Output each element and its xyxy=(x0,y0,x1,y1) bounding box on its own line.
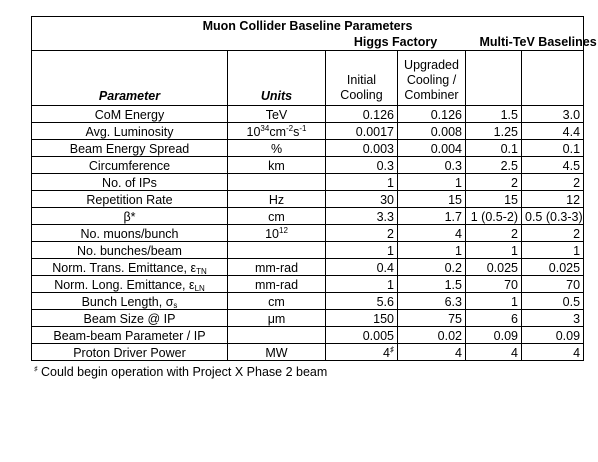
unit-label: μm xyxy=(267,311,286,326)
value-cell xyxy=(398,140,466,157)
parameter-cell xyxy=(32,123,228,140)
value-cell xyxy=(326,140,398,157)
value-cell xyxy=(398,208,466,225)
unit-label: mm-rad xyxy=(254,277,299,292)
value-cell xyxy=(466,174,522,191)
value-cell xyxy=(398,344,466,361)
group-multi-tev: Multi-TeV Baselines xyxy=(466,34,584,51)
header-units: Units xyxy=(228,51,326,106)
value-cell xyxy=(466,344,522,361)
value-text: 0.5 (0.3-3) xyxy=(525,209,583,224)
value-text: 2 xyxy=(511,226,518,241)
unit-cell xyxy=(228,140,326,157)
parameter-label: CoM Energy xyxy=(94,107,165,122)
parameter-subscript: s xyxy=(173,300,178,310)
value-text: 4 xyxy=(455,226,462,241)
value-cell xyxy=(398,293,466,310)
parameters-table xyxy=(31,16,597,361)
value-cell xyxy=(522,327,584,344)
value-cell xyxy=(522,276,584,293)
parameter-cell xyxy=(32,327,228,344)
parameter-label: β* xyxy=(123,209,136,224)
value-cell xyxy=(398,157,466,174)
value-text: 0.3 xyxy=(376,158,394,173)
unit-cell xyxy=(228,174,326,191)
parameter-label: Norm. Long. Emittance, ε xyxy=(54,277,195,292)
value-cell xyxy=(326,191,398,208)
parameter-subscript: LN xyxy=(194,283,205,293)
value-cell xyxy=(522,174,584,191)
unit-cell xyxy=(228,106,326,123)
parameter-cell xyxy=(32,208,228,225)
value-cell xyxy=(522,191,584,208)
parameter-label: Repetition Rate xyxy=(86,192,173,207)
group-higgs-factory: Higgs Factory xyxy=(353,35,438,50)
value-cell xyxy=(466,123,522,140)
value-text: 0.008 xyxy=(430,124,462,139)
unit-cell xyxy=(228,344,326,361)
unit-label: mm-rad xyxy=(254,260,299,275)
value-text: 70 xyxy=(504,277,518,292)
header-blank-2 xyxy=(522,51,584,106)
value-text: 0.003 xyxy=(362,141,394,156)
value-cell xyxy=(326,106,398,123)
footnote-marker: ♯ xyxy=(390,344,394,354)
unit-label: cm xyxy=(268,294,285,309)
unit-label: Hz xyxy=(268,192,285,207)
value-cell xyxy=(522,259,584,276)
value-cell xyxy=(326,259,398,276)
unit-exponent: -2 xyxy=(285,123,294,133)
value-text: 70 xyxy=(566,277,581,292)
value-text: 1 (0.5-2) xyxy=(470,209,518,224)
value-cell xyxy=(466,259,522,276)
table-row xyxy=(32,140,584,157)
value-cell xyxy=(398,174,466,191)
value-text: 6.3 xyxy=(444,294,462,309)
value-cell xyxy=(466,157,522,174)
value-text: 0.3 xyxy=(444,158,462,173)
value-cell xyxy=(466,327,522,344)
parameter-cell xyxy=(32,344,228,361)
value-text: 30 xyxy=(380,192,394,207)
parameter-label: Bunch Length, σ xyxy=(81,294,174,309)
value-text: 3 xyxy=(573,311,581,326)
unit-label: cm xyxy=(268,209,285,224)
parameter-label: Avg. Luminosity xyxy=(85,124,174,139)
value-text: 4 xyxy=(573,345,581,360)
value-cell xyxy=(326,293,398,310)
value-text: 4 xyxy=(511,345,518,360)
table-row xyxy=(32,208,584,225)
value-text: 0.025 xyxy=(548,260,581,275)
value-text: 0.1 xyxy=(500,141,518,156)
parameter-label: Beam-beam Parameter / IP xyxy=(53,328,206,343)
value-text: 5.6 xyxy=(376,294,394,309)
value-text: 0.004 xyxy=(430,141,462,156)
unit-cell xyxy=(228,157,326,174)
value-text: 0.1 xyxy=(562,141,581,156)
table-row xyxy=(32,106,584,123)
value-cell xyxy=(522,310,584,327)
value-cell xyxy=(466,276,522,293)
parameter-cell xyxy=(32,140,228,157)
value-text: 0.4 xyxy=(376,260,394,275)
value-text: 6 xyxy=(511,311,518,326)
value-text: 2 xyxy=(573,226,581,241)
value-cell xyxy=(466,293,522,310)
value-cell xyxy=(398,327,466,344)
value-text: 0.025 xyxy=(486,260,518,275)
value-text: 15 xyxy=(504,192,518,207)
value-text: 0.005 xyxy=(362,328,394,343)
table-row xyxy=(32,174,584,191)
unit-exponent: -1 xyxy=(299,123,307,133)
value-text: 1 xyxy=(387,175,394,190)
unit-label: % xyxy=(270,141,283,156)
parameter-label: No. muons/bunch xyxy=(80,226,179,241)
value-cell xyxy=(466,106,522,123)
header-initial-cooling: Initial Cooling xyxy=(326,51,398,106)
value-text: 3.0 xyxy=(562,107,581,122)
value-cell xyxy=(326,225,398,242)
value-cell xyxy=(326,157,398,174)
value-text: 15 xyxy=(448,192,462,207)
value-text: 1.5 xyxy=(444,277,462,292)
parameter-label: No. bunches/beam xyxy=(77,243,182,258)
table-row xyxy=(32,344,584,361)
value-cell xyxy=(326,344,398,361)
parameter-label: Beam Energy Spread xyxy=(69,141,190,156)
unit-exponent: 34 xyxy=(260,123,270,133)
parameter-cell xyxy=(32,157,228,174)
value-text: 0.2 xyxy=(444,260,462,275)
value-cell xyxy=(522,293,584,310)
parameter-label: Beam Size @ IP xyxy=(83,311,176,326)
footnote-text: Could begin operation with Project X Phase 2 beam xyxy=(40,365,328,379)
header-upgraded-cooling: Upgraded Cooling / Combiner xyxy=(398,51,466,106)
unit-cell xyxy=(228,208,326,225)
value-cell xyxy=(326,276,398,293)
parameter-cell xyxy=(32,293,228,310)
value-cell xyxy=(326,327,398,344)
value-cell xyxy=(326,123,398,140)
value-text: 0.02 xyxy=(437,328,462,343)
value-cell xyxy=(326,242,398,259)
value-cell xyxy=(466,140,522,157)
value-text: 1 xyxy=(387,243,394,258)
table-row xyxy=(32,123,584,140)
value-text: 0.09 xyxy=(493,328,518,343)
footnote-mark: ♯ xyxy=(34,366,38,373)
unit-base: 10 xyxy=(246,124,261,139)
value-text: 1 xyxy=(573,243,581,258)
value-text: 0.5 xyxy=(562,294,581,309)
value-cell xyxy=(466,225,522,242)
value-cell xyxy=(522,140,584,157)
value-text: 4 xyxy=(455,345,462,360)
value-cell xyxy=(466,191,522,208)
unit-cell xyxy=(228,327,326,344)
value-cell xyxy=(466,242,522,259)
unit-cell xyxy=(228,276,326,293)
unit-label: TeV xyxy=(265,107,288,122)
parameter-cell xyxy=(32,310,228,327)
parameter-label: Norm. Trans. Emittance, ε xyxy=(52,260,197,275)
table-row xyxy=(32,225,584,242)
parameter-subscript: TN xyxy=(196,266,207,276)
value-text: 2 xyxy=(511,175,518,190)
value-cell xyxy=(466,208,522,225)
value-cell xyxy=(522,123,584,140)
value-cell xyxy=(398,225,466,242)
unit-cell xyxy=(228,191,326,208)
value-cell xyxy=(522,106,584,123)
value-text: 4.4 xyxy=(562,124,581,139)
table-row xyxy=(32,310,584,327)
parameter-label: No. of IPs xyxy=(102,175,157,190)
table-row xyxy=(32,276,584,293)
table-row xyxy=(32,191,584,208)
value-cell xyxy=(326,208,398,225)
value-text: 1 xyxy=(455,243,462,258)
value-cell xyxy=(522,225,584,242)
value-cell xyxy=(522,157,584,174)
parameter-cell xyxy=(32,259,228,276)
parameter-label: Circumference xyxy=(88,158,171,173)
value-text: 0.09 xyxy=(555,328,581,343)
value-cell xyxy=(522,208,584,225)
unit-cell xyxy=(228,242,326,259)
value-text: 1.25 xyxy=(493,124,518,139)
value-cell xyxy=(398,191,466,208)
value-cell xyxy=(326,310,398,327)
value-text: 0.126 xyxy=(430,107,462,122)
value-cell xyxy=(398,276,466,293)
parameter-cell xyxy=(32,242,228,259)
header-parameter: Parameter xyxy=(32,51,228,106)
value-cell xyxy=(466,310,522,327)
value-cell xyxy=(398,242,466,259)
unit-cell xyxy=(228,259,326,276)
unit-label: km xyxy=(268,158,285,173)
value-text: 4 xyxy=(383,345,390,360)
value-text: 4.5 xyxy=(562,158,581,173)
value-cell xyxy=(326,174,398,191)
table-row xyxy=(32,157,584,174)
value-text: 3.3 xyxy=(376,209,394,224)
parameter-cell xyxy=(32,191,228,208)
unit-label: MW xyxy=(265,345,288,360)
unit-cell xyxy=(228,123,326,140)
value-text: 2 xyxy=(573,175,581,190)
unit-part: s xyxy=(293,124,300,139)
unit-cell xyxy=(228,310,326,327)
parameter-cell xyxy=(32,225,228,242)
value-cell xyxy=(398,123,466,140)
header-blank-1 xyxy=(466,51,522,106)
value-cell xyxy=(398,106,466,123)
table-row xyxy=(32,259,584,276)
unit-cell xyxy=(228,225,326,242)
unit-part: cm xyxy=(269,124,286,139)
value-text: 1.5 xyxy=(500,107,518,122)
value-text: 1 xyxy=(511,294,518,309)
parameter-cell xyxy=(32,106,228,123)
table-row xyxy=(32,327,584,344)
table-row xyxy=(32,293,584,310)
value-text: 2 xyxy=(387,226,394,241)
value-cell xyxy=(398,259,466,276)
value-text: 1 xyxy=(387,277,394,292)
parameter-cell xyxy=(32,174,228,191)
unit-exponent: 12 xyxy=(279,225,288,235)
group-spacer xyxy=(32,34,326,51)
unit-cell xyxy=(228,293,326,310)
value-text: 1.7 xyxy=(444,209,462,224)
value-text: 1 xyxy=(455,175,462,190)
value-text: 0.126 xyxy=(362,107,394,122)
value-text: 1 xyxy=(511,243,518,258)
unit-base: 10 xyxy=(265,226,279,241)
table-title: Muon Collider Baseline Parameters xyxy=(32,17,584,34)
parameter-label: Proton Driver Power xyxy=(73,345,186,360)
parameters-sheet xyxy=(31,16,597,379)
value-text: 2.5 xyxy=(500,158,518,173)
footnote xyxy=(31,365,583,379)
parameter-cell xyxy=(32,276,228,293)
value-text: 0.0017 xyxy=(355,124,394,139)
table-row xyxy=(32,242,584,259)
value-cell xyxy=(522,242,584,259)
value-text: 12 xyxy=(566,192,581,207)
value-text: 150 xyxy=(373,311,394,326)
value-cell xyxy=(522,344,584,361)
value-cell xyxy=(398,310,466,327)
value-text: 75 xyxy=(448,311,462,326)
